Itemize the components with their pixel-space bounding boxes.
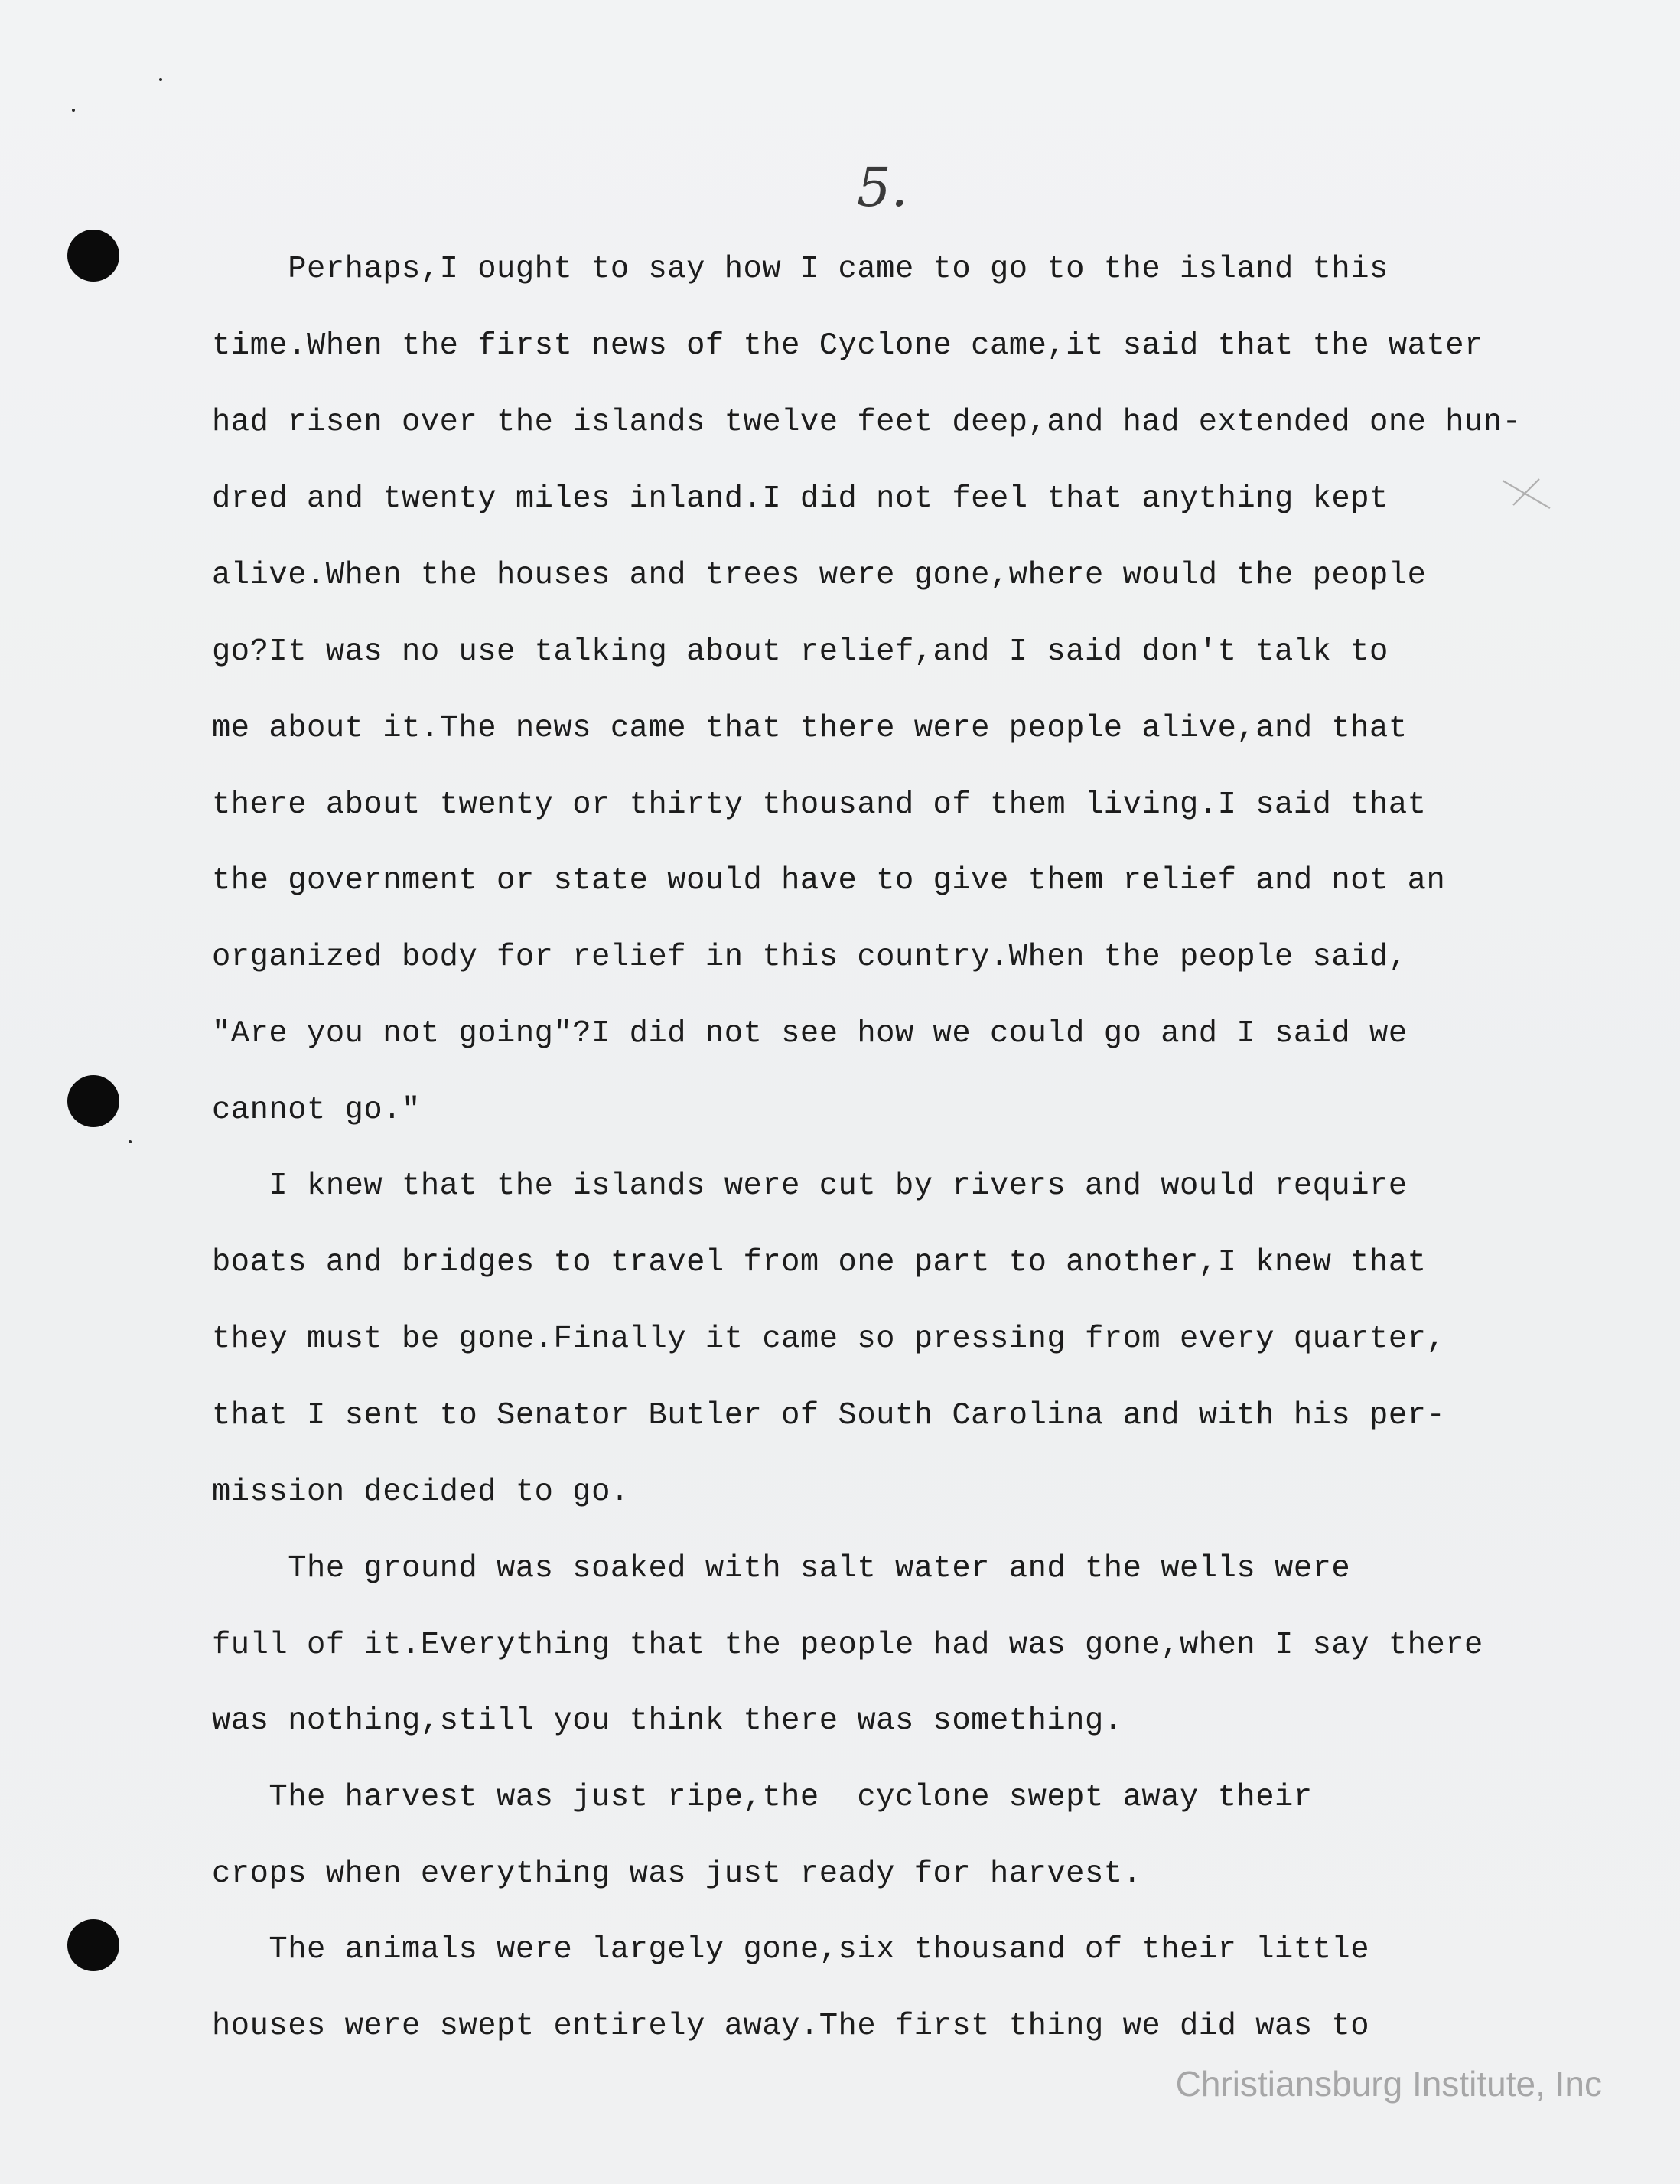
text-line: full of it.Everything that the people had was gone,when I say there: [212, 1628, 1483, 1663]
text-line: I knew that the islands were cut by rivers and would require: [212, 1169, 1408, 1204]
text-line: time.When the first news of the Cyclone came,it said that the water: [212, 328, 1483, 363]
speck: [129, 1140, 132, 1143]
text-line: The animals were largely gone,six thousand of their little: [212, 1932, 1370, 1967]
text-line: boats and bridges to travel from one part to another,I knew that: [212, 1245, 1427, 1280]
punch-hole-middle: [67, 1075, 119, 1127]
text-line: dred and twenty miles inland.I did not feel that anything kept: [212, 481, 1389, 517]
speck: [159, 78, 162, 81]
text-line: alive.When the houses and trees were gone,where would the people: [212, 558, 1427, 593]
text-line: mission decided to go.: [212, 1475, 630, 1510]
punch-hole-bottom: [67, 1919, 119, 1971]
text-line: The harvest was just ripe,the cyclone swept away their: [212, 1780, 1313, 1815]
text-line: crops when everything was just ready for harvest.: [212, 1856, 1142, 1892]
text-line: organized body for relief in this country.When the people said,: [212, 940, 1408, 975]
text-line: houses were swept entirely away.The first thing we did was to: [212, 2009, 1370, 2044]
text-line: The ground was soaked with salt water and the wells were: [212, 1551, 1351, 1586]
text-line: was nothing,still you think there was something.: [212, 1703, 1123, 1739]
text-line: cannot go.": [212, 1093, 421, 1128]
text-line: Perhaps,I ought to say how I came to go to the island this: [212, 252, 1389, 287]
text-line: go?It was no use talking about relief,and I said don't talk to: [212, 634, 1389, 670]
text-line: had risen over the islands twelve feet deep,and had extended one hun-: [212, 405, 1522, 440]
punch-hole-top: [67, 230, 119, 282]
text-line: "Are you not going"?I did not see how we could go and I said we: [212, 1016, 1408, 1051]
page-number: 5.: [857, 156, 908, 219]
watermark: Christiansburg Institute, Inc: [1175, 2064, 1602, 2104]
text-line: they must be gone.Finally it came so pressing from every quarter,: [212, 1322, 1446, 1357]
text-line: the government or state would have to give them relief and not an: [212, 863, 1446, 898]
text-line: there about twenty or thirty thousand of them living.I said that: [212, 787, 1427, 823]
pencil-margin-mark: [1499, 474, 1561, 513]
speck: [72, 109, 75, 112]
text-line: me about it.The news came that there were people alive,and that: [212, 711, 1408, 746]
text-line: that I sent to Senator Butler of South Carolina and with his per-: [212, 1398, 1446, 1433]
